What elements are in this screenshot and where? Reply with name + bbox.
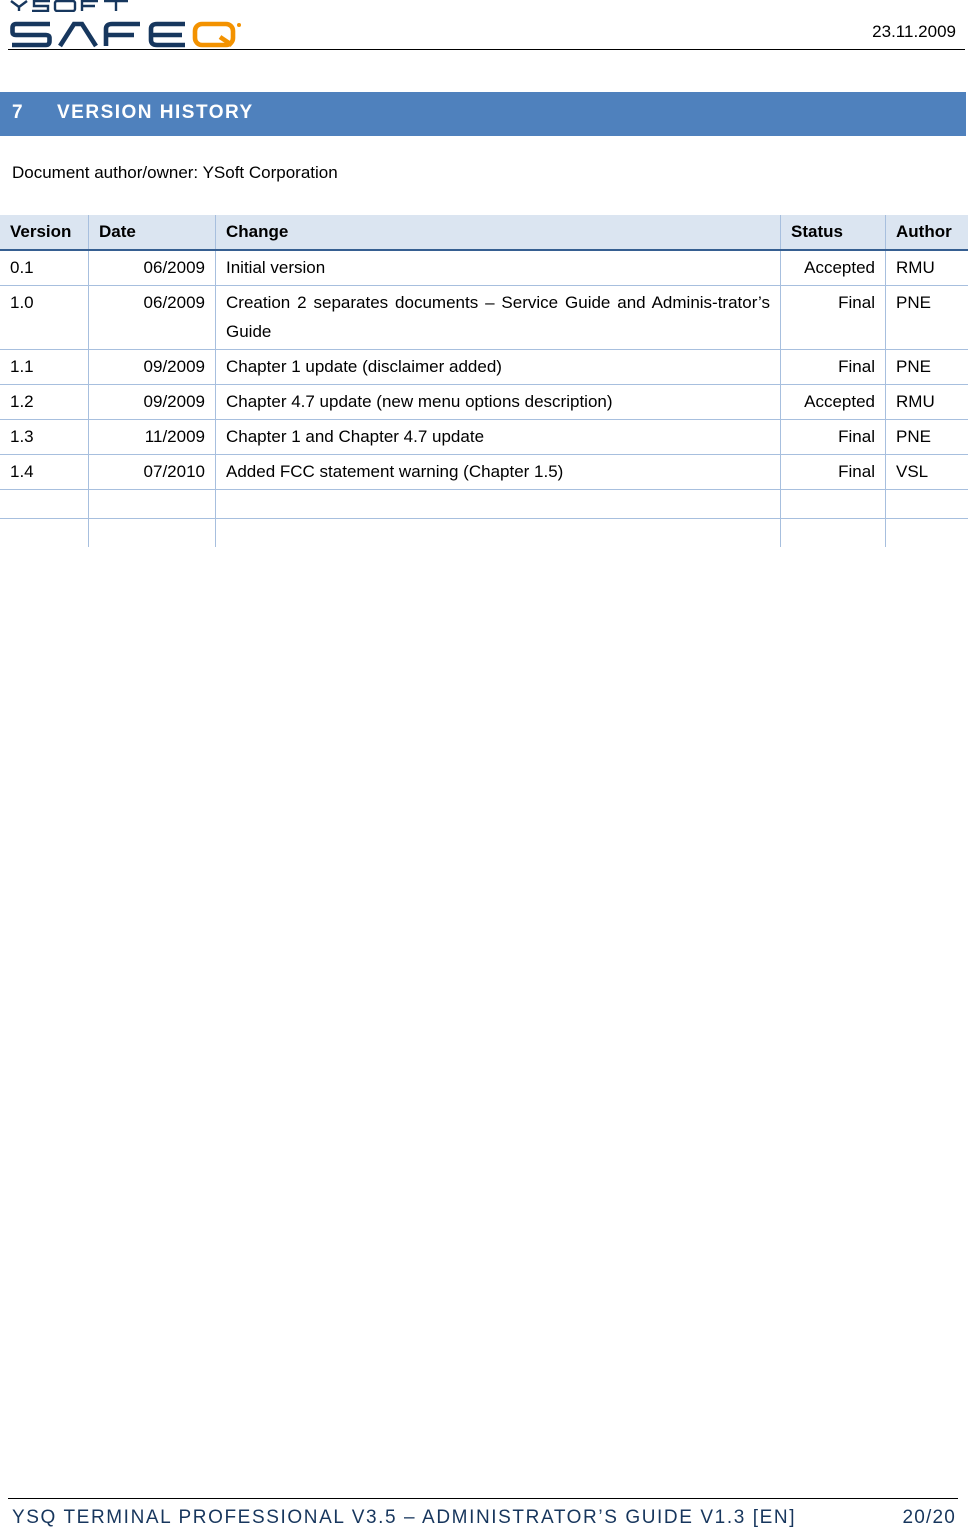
cell-version: 1.1 [0,350,89,385]
registered-mark-icon [237,23,241,27]
cell-date: 07/2010 [89,455,216,490]
section-number: 7 [12,102,24,123]
cell-version: 1.2 [0,385,89,420]
cell-date: 06/2009 [89,250,216,286]
cell-status: Final [781,350,886,385]
cell-author: PNE [886,350,968,385]
cell-author: RMU [886,250,968,286]
cell-status: Accepted [781,250,886,286]
column-header-author: Author [886,215,968,250]
cell-status: Accepted [781,385,886,420]
cell-change: Chapter 4.7 update (new menu options description) [216,385,781,420]
cell-version: 1.0 [0,286,89,350]
cell-status [781,519,886,548]
footer-document-title: YSQ TERMINAL PROFESSIONAL V3.5 – ADMINISTRATOR’S GUIDE V1.3 [EN] [12,1507,797,1528]
table-row [0,519,968,548]
header-divider [8,49,965,50]
footer-page-number: 20/20 [902,1507,956,1528]
table-row [0,350,968,385]
cell-status: Final [781,455,886,490]
column-header-date: Date [89,215,216,250]
cell-status [781,490,886,519]
cell-change: Creation 2 separates documents – Service Guide and Adminis-trator’s Guide [216,286,781,350]
cell-date: 06/2009 [89,286,216,350]
cell-date: 11/2009 [89,420,216,455]
cell-date: 09/2009 [89,385,216,420]
cell-author: PNE [886,286,968,350]
cell-change [216,490,781,519]
safeq-logo-text [10,21,242,48]
cell-date [89,490,216,519]
column-header-version: Version [0,215,89,250]
ysoft-logo-text [10,0,130,12]
version-history-table [0,215,968,547]
cell-change: Initial version [216,250,781,286]
table-row [0,250,968,286]
section-title: VERSION HISTORY [57,102,254,123]
cell-date [89,519,216,548]
cell-author [886,519,968,548]
document-author-line: Document author/owner: YSoft Corporation [12,163,338,182]
cell-author [886,490,968,519]
cell-change [216,519,781,548]
table-row [0,490,968,519]
cell-author: PNE [886,420,968,455]
cell-version [0,490,89,519]
cell-version: 0.1 [0,250,89,286]
cell-version: 1.4 [0,455,89,490]
cell-date: 09/2009 [89,350,216,385]
cell-status: Final [781,286,886,350]
cell-version [0,519,89,548]
cell-author: RMU [886,385,968,420]
footer-divider [8,1498,958,1499]
table-row [0,455,968,490]
table-header-row [0,215,968,250]
table-row [0,385,968,420]
table-row [0,420,968,455]
cell-version: 1.3 [0,420,89,455]
cell-change: Chapter 1 update (disclaimer added) [216,350,781,385]
page-header [0,0,968,52]
column-header-status: Status [781,215,886,250]
cell-change: Added FCC statement warning (Chapter 1.5) [216,455,781,490]
table-row [0,286,968,350]
header-date: 23.11.2009 [872,22,956,41]
cell-status: Final [781,420,886,455]
section-heading [0,92,966,136]
cell-author: VSL [886,455,968,490]
cell-change: Chapter 1 and Chapter 4.7 update [216,420,781,455]
column-header-change: Change [216,215,781,250]
